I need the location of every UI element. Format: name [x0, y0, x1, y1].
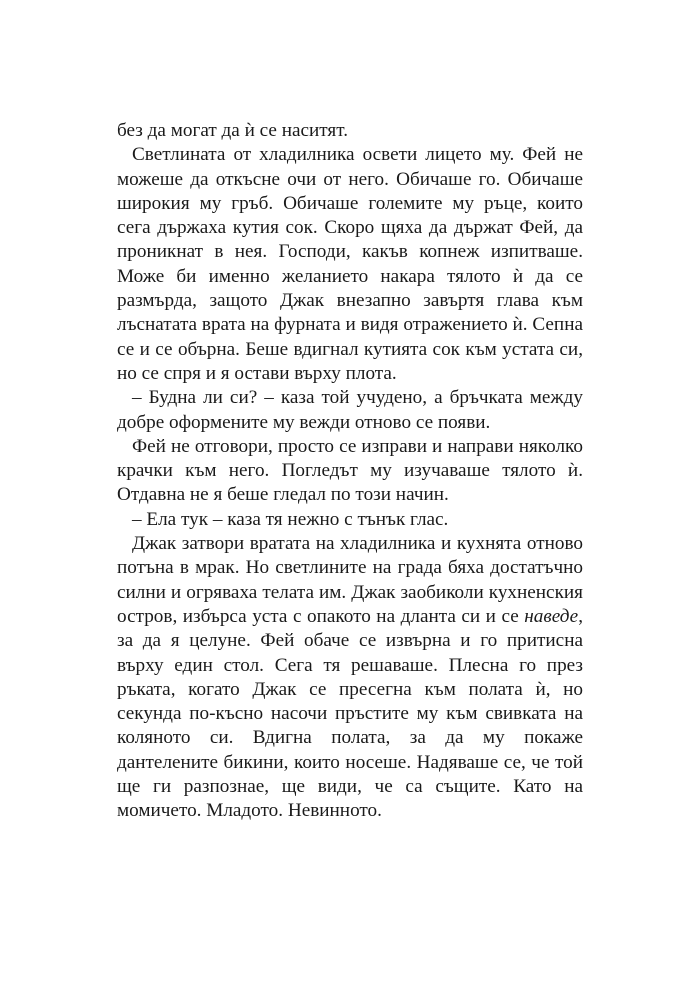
paragraph-6 [117, 532, 583, 824]
italic-word: наведе [524, 605, 579, 627]
paragraph-5: – Ела тук – каза тя нежно с тънък глас. [132, 508, 449, 530]
paragraph-4: Фей не отговори, просто се изправи и направи няколко крачки към него. Погледът му изучаваше тялото ѝ. Отдавна не я беше гледал по този начин. [117, 435, 583, 506]
page-text [117, 119, 583, 824]
paragraph-3: – Будна ли си? – каза той учудено, а бръчката между добре оформените му вежди отново се появи. [117, 387, 583, 433]
paragraph-2: Светлината от хладилника освети лицето му. Фей не можеше да откъсне очи от него. Обичаше го. Обичаше широкия му гръб. Обичаше големите му ръце, които сега държаха кутия сок. Скоро щяха да държат Фей, да проникнат в нея. Господи, какъв копнеж изпитваше. Може би именно желанието накара тялото ѝ да се размърда, защото Джак внезапно завъртя глава към лъснатата врата на фурната и видя отражението ѝ. Сепна се и се обърна. Беше вдигнал кутията сок към устата си, но се спря и я остави върху плота. [117, 144, 583, 384]
paragraph-1: без да могат да ѝ се наситят. [117, 120, 348, 141]
paragraph-6-start: Джак затвори вратата на хладилника и кухнята отново потъна в мрак. Но светлините на града бяха достатъчно силни и огряваха телата им. Джак заобиколи кухненския остров, избърса уста с опакото на дланта си и се [117, 533, 583, 627]
paragraph-6-end: , за да я целуне. Фей обаче се извърна и го притисна върху един стол. Сега тя решаваше. Плесна го през ръката, когато Джак се пресегна към полата ѝ, но секунда по-късно насочи пръстите му към свивката на коляното си. Вдигна полата, за да му покаже дантелените бикини, които носеше. Надяваше се, че той ще ги разпознае, ще види, че са същите. Като на момичето. Младото. Невинното. [117, 605, 583, 822]
